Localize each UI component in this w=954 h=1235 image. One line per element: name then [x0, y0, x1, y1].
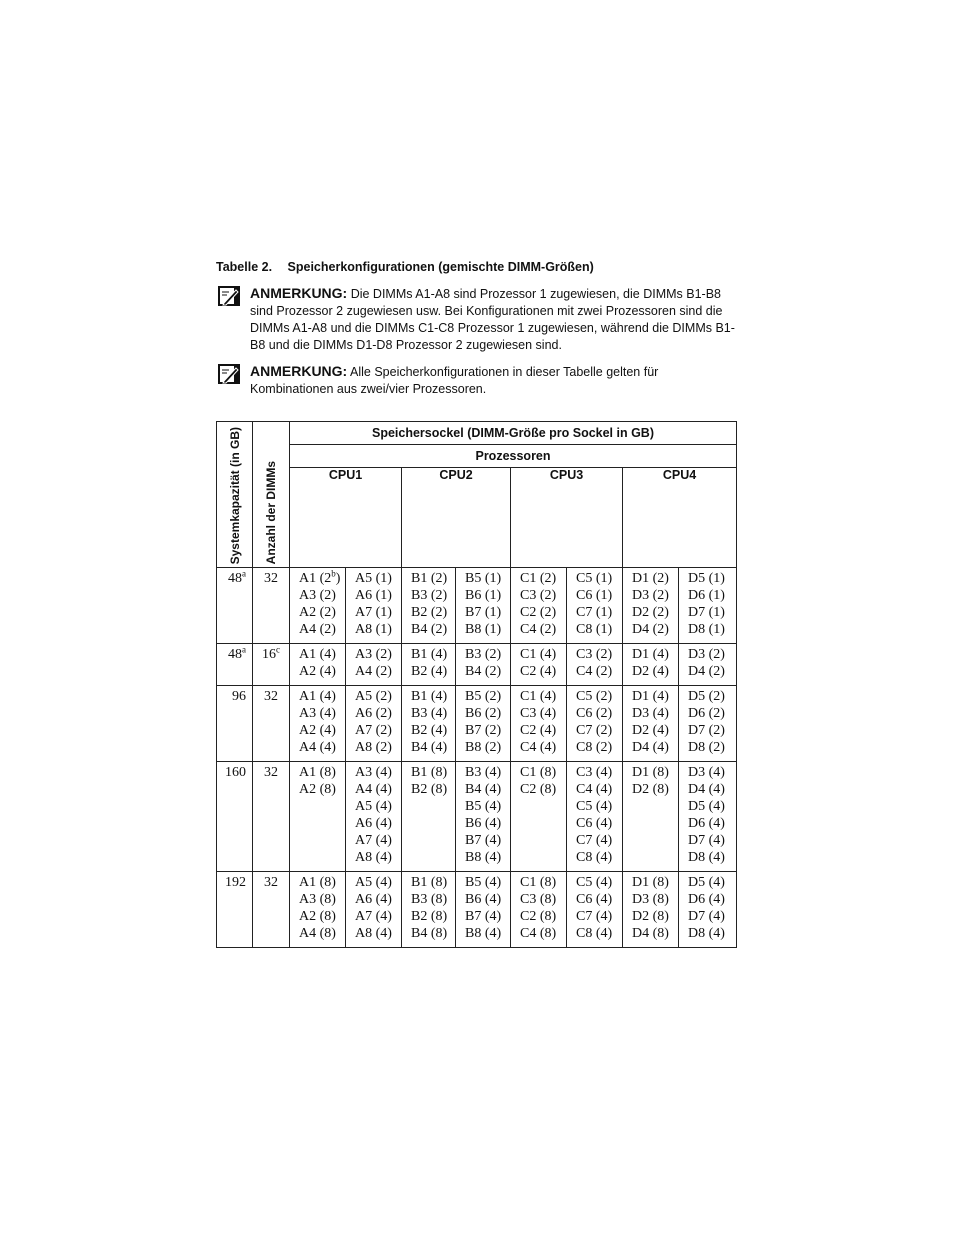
socket-entry: D7 (4) [688, 833, 725, 848]
note-label: ANMERKUNG: [250, 363, 348, 379]
socket-entry: B2 (4) [411, 723, 448, 738]
socket-entry: A5 (4) [355, 799, 392, 814]
socket-entry: D1 (4) [632, 647, 669, 662]
table-caption [216, 260, 594, 274]
socket-entry: B7 (4) [465, 833, 502, 848]
socket-entry: B2 (2) [411, 605, 448, 620]
socket-cell [511, 644, 567, 686]
socket-cell [346, 762, 402, 872]
socket-entry: C1 (8) [520, 765, 557, 780]
header-processors: Prozessoren [290, 445, 737, 468]
note-text: Die DIMMs A1-A8 sind Prozessor 1 zugewiesen, die DIMMs B1-B8 sind Prozessor 2 zugewiesen usw. Bei Konfigurationen mit zwei Prozessoren sind die DIMMs A1-A8 und die DIMMs C1-C8 Prozessor 1 zugewiesen, während die DIMMs B1-B8 und die DIMMs D1-D8 Prozessor 2 zugewiesen sind. [250, 287, 735, 352]
socket-entry: A1 (8) [299, 875, 336, 890]
socket-cell [623, 686, 679, 762]
socket-entry: D6 (4) [688, 892, 725, 907]
socket-cell [290, 644, 346, 686]
socket-entry: A6 (2) [355, 706, 392, 721]
socket-entry: D5 (4) [688, 875, 725, 890]
socket-entry: D4 (2) [688, 664, 725, 679]
socket-entry: A5 (2) [355, 689, 392, 704]
socket-entry: B3 (2) [465, 647, 502, 662]
note-text: Alle Speicherkonfigurationen in dieser Tabelle gelten für Kombinationen aus zwei/vier Prozessoren. [250, 365, 659, 396]
dimm-count-cell: 32 [253, 872, 290, 948]
socket-entry: A8 (2) [355, 740, 392, 755]
socket-entry: C1 (4) [520, 647, 557, 662]
socket-entry: B6 (2) [465, 706, 502, 721]
socket-entry: B6 (4) [465, 816, 502, 831]
header-sockets: Speichersockel (DIMM-Größe pro Sockel in GB) [290, 422, 737, 445]
note-pencil-icon [218, 364, 240, 384]
capacity-cell: 96 [217, 686, 253, 762]
dimm-count-cell: 32 [253, 686, 290, 762]
memory-config-table [216, 421, 737, 948]
socket-entry: C4 (4) [576, 782, 613, 797]
socket-entry: A1 (4) [299, 647, 336, 662]
socket-cell [290, 686, 346, 762]
socket-entry: C2 (2) [520, 605, 557, 620]
table-body [217, 568, 737, 948]
socket-entry: D8 (4) [688, 850, 725, 865]
socket-entry: C7 (4) [576, 833, 613, 848]
socket-entry: D2 (2) [632, 605, 669, 620]
socket-entry: A1 (4) [299, 689, 336, 704]
socket-entry: B4 (4) [465, 782, 502, 797]
socket-entry: C3 (2) [520, 588, 557, 603]
socket-entry: C3 (4) [520, 706, 557, 721]
table-row [217, 568, 737, 644]
table-number: Tabelle 2. [216, 260, 273, 274]
socket-cell [402, 872, 456, 948]
header-dimm-count: Anzahl der DIMMs [253, 422, 290, 568]
socket-entry: D5 (4) [688, 799, 725, 814]
socket-entry: C4 (2) [520, 622, 557, 637]
table-row [217, 644, 737, 686]
socket-cell [511, 686, 567, 762]
socket-entry: A6 (1) [355, 588, 392, 603]
socket-entry: C6 (1) [576, 588, 613, 603]
socket-entry: C5 (4) [576, 799, 613, 814]
socket-entry: D4 (4) [688, 782, 725, 797]
socket-entry: A1 (2$^b$) [299, 568, 341, 586]
socket-entry: B8 (1) [465, 622, 502, 637]
socket-entry: C2 (8) [520, 782, 557, 797]
socket-cell [567, 686, 623, 762]
socket-entry: C4 (2) [576, 664, 613, 679]
socket-cell [623, 568, 679, 644]
socket-entry: D2 (8) [632, 782, 669, 797]
socket-cell [623, 644, 679, 686]
socket-entry: A6 (4) [355, 816, 392, 831]
socket-entry: A3 (2) [299, 588, 336, 603]
socket-entry: A4 (8) [299, 926, 336, 941]
socket-entry: D7 (1) [688, 605, 725, 620]
socket-entry: C1 (2) [520, 571, 557, 586]
header-cpu2: CPU2 [402, 468, 511, 568]
table-title: Speicherkonfigurationen (gemischte DIMM-Größen) [287, 260, 594, 274]
socket-entry: A2 (8) [299, 782, 336, 797]
socket-cell [567, 568, 623, 644]
socket-entry: B6 (1) [465, 588, 502, 603]
socket-entry: A3 (4) [355, 765, 392, 780]
socket-entry: A7 (2) [355, 723, 392, 738]
socket-cell [346, 686, 402, 762]
socket-entry: C3 (4) [576, 765, 613, 780]
socket-entry: B7 (1) [465, 605, 502, 620]
socket-entry: C5 (2) [576, 689, 613, 704]
socket-cell [679, 686, 737, 762]
capacity-cell: 48$^a$ [217, 568, 253, 644]
socket-entry: A2 (4) [299, 723, 336, 738]
socket-entry: C7 (2) [576, 723, 613, 738]
socket-entry: C8 (4) [576, 850, 613, 865]
socket-cell [456, 686, 511, 762]
socket-cell [346, 568, 402, 644]
socket-entry: A8 (4) [355, 926, 392, 941]
note-pencil-icon [218, 286, 240, 306]
socket-entry: A1 (8) [299, 765, 336, 780]
socket-cell [346, 872, 402, 948]
socket-entry: C8 (1) [576, 622, 613, 637]
socket-entry: D6 (2) [688, 706, 725, 721]
socket-entry: C5 (4) [576, 875, 613, 890]
capacity-cell: 192 [217, 872, 253, 948]
socket-entry: C5 (1) [576, 571, 613, 586]
socket-entry: A4 (4) [299, 740, 336, 755]
socket-entry: A3 (2) [355, 647, 392, 662]
socket-entry: C6 (2) [576, 706, 613, 721]
socket-entry: A4 (2) [355, 664, 392, 679]
socket-entry: C3 (2) [576, 647, 613, 662]
socket-cell [290, 568, 346, 644]
socket-entry: B4 (2) [411, 622, 448, 637]
socket-entry: D2 (4) [632, 664, 669, 679]
header-cpu1: CPU1 [290, 468, 402, 568]
socket-entry: C1 (4) [520, 689, 557, 704]
socket-entry: D1 (8) [632, 875, 669, 890]
socket-entry: B4 (4) [411, 740, 448, 755]
socket-entry: B6 (4) [465, 892, 502, 907]
socket-entry: A3 (4) [299, 706, 336, 721]
socket-entry: D1 (8) [632, 765, 669, 780]
socket-entry: B1 (8) [411, 765, 448, 780]
socket-entry: B8 (2) [465, 740, 502, 755]
socket-entry: D6 (1) [688, 588, 725, 603]
socket-entry: A8 (1) [355, 622, 392, 637]
socket-entry: D5 (1) [688, 571, 725, 586]
socket-entry: C8 (2) [576, 740, 613, 755]
socket-entry: A7 (4) [355, 909, 392, 924]
socket-entry: A3 (8) [299, 892, 336, 907]
socket-cell [290, 762, 346, 872]
socket-entry: A2 (2) [299, 605, 336, 620]
socket-entry: D3 (4) [688, 765, 725, 780]
socket-entry: D3 (4) [632, 706, 669, 721]
socket-entry: D4 (4) [632, 740, 669, 755]
socket-cell [567, 872, 623, 948]
dimm-count-cell: 32 [253, 568, 290, 644]
note-label: ANMERKUNG: [250, 285, 348, 301]
table-row [217, 872, 737, 948]
socket-entry: C4 (4) [520, 740, 557, 755]
socket-entry: B5 (4) [465, 799, 502, 814]
socket-entry: D8 (1) [688, 622, 725, 637]
socket-entry: B1 (8) [411, 875, 448, 890]
table-row [217, 686, 737, 762]
socket-cell [623, 762, 679, 872]
socket-entry: B4 (2) [465, 664, 502, 679]
socket-entry: B5 (1) [465, 571, 502, 586]
socket-entry: A7 (4) [355, 833, 392, 848]
socket-entry: B2 (8) [411, 909, 448, 924]
socket-cell [567, 644, 623, 686]
socket-entry: D8 (4) [688, 926, 725, 941]
socket-entry: D4 (2) [632, 622, 669, 637]
socket-entry: A5 (1) [355, 571, 392, 586]
socket-entry: A4 (4) [355, 782, 392, 797]
dimm-count-cell: 32 [253, 762, 290, 872]
socket-cell [456, 872, 511, 948]
socket-entry: B4 (8) [411, 926, 448, 941]
socket-cell [346, 644, 402, 686]
socket-entry: C2 (4) [520, 664, 557, 679]
socket-entry: B1 (4) [411, 689, 448, 704]
socket-entry: B3 (4) [411, 706, 448, 721]
socket-entry: D1 (4) [632, 689, 669, 704]
socket-entry: D1 (2) [632, 571, 669, 586]
socket-entry: A2 (4) [299, 664, 336, 679]
socket-entry: C3 (8) [520, 892, 557, 907]
socket-cell [402, 762, 456, 872]
socket-entry: A5 (4) [355, 875, 392, 890]
socket-entry: B3 (8) [411, 892, 448, 907]
note-1 [218, 285, 743, 354]
header-cpu3: CPU3 [511, 468, 623, 568]
socket-cell [511, 568, 567, 644]
note-2 [218, 363, 743, 398]
socket-cell [456, 762, 511, 872]
socket-entry: C2 (8) [520, 909, 557, 924]
socket-entry: D8 (2) [688, 740, 725, 755]
socket-entry: B5 (2) [465, 689, 502, 704]
socket-entry: D2 (8) [632, 909, 669, 924]
socket-cell [679, 872, 737, 948]
socket-entry: B1 (4) [411, 647, 448, 662]
socket-cell [679, 644, 737, 686]
socket-entry: B1 (2) [411, 571, 448, 586]
socket-entry: D3 (8) [632, 892, 669, 907]
socket-cell [402, 568, 456, 644]
socket-entry: A7 (1) [355, 605, 392, 620]
socket-entry: B7 (2) [465, 723, 502, 738]
socket-cell [567, 762, 623, 872]
socket-cell [402, 644, 456, 686]
socket-entry: D2 (4) [632, 723, 669, 738]
socket-entry: A2 (8) [299, 909, 336, 924]
socket-entry: B3 (2) [411, 588, 448, 603]
socket-entry: D3 (2) [688, 647, 725, 662]
header-capacity: Systemkapazität (in GB) [217, 422, 253, 568]
socket-entry: B5 (4) [465, 875, 502, 890]
socket-entry: A6 (4) [355, 892, 392, 907]
socket-entry: C2 (4) [520, 723, 557, 738]
socket-cell [290, 872, 346, 948]
socket-cell [679, 762, 737, 872]
socket-entry: D6 (4) [688, 816, 725, 831]
socket-entry: B3 (4) [465, 765, 502, 780]
capacity-cell: 48$^a$ [217, 644, 253, 686]
socket-cell [402, 686, 456, 762]
socket-entry: B2 (8) [411, 782, 448, 797]
socket-entry: D4 (8) [632, 926, 669, 941]
socket-cell [511, 872, 567, 948]
socket-entry: B2 (4) [411, 664, 448, 679]
socket-entry: B8 (4) [465, 926, 502, 941]
socket-entry: D5 (2) [688, 689, 725, 704]
socket-entry: D3 (2) [632, 588, 669, 603]
socket-entry: B7 (4) [465, 909, 502, 924]
socket-cell [679, 568, 737, 644]
socket-entry: C1 (8) [520, 875, 557, 890]
socket-entry: C7 (4) [576, 909, 613, 924]
dimm-count-cell: 16$^c$ [253, 644, 290, 686]
socket-entry: A8 (4) [355, 850, 392, 865]
socket-entry: C6 (4) [576, 816, 613, 831]
header-cpu4: CPU4 [623, 468, 737, 568]
socket-entry: D7 (2) [688, 723, 725, 738]
socket-cell [511, 762, 567, 872]
capacity-cell: 160 [217, 762, 253, 872]
socket-entry: C6 (4) [576, 892, 613, 907]
socket-cell [623, 872, 679, 948]
socket-entry: B8 (4) [465, 850, 502, 865]
table-row [217, 762, 737, 872]
socket-entry: C8 (4) [576, 926, 613, 941]
socket-cell [456, 644, 511, 686]
socket-cell [456, 568, 511, 644]
socket-entry: C7 (1) [576, 605, 613, 620]
socket-entry: A4 (2) [299, 622, 336, 637]
socket-entry: D7 (4) [688, 909, 725, 924]
socket-entry: C4 (8) [520, 926, 557, 941]
